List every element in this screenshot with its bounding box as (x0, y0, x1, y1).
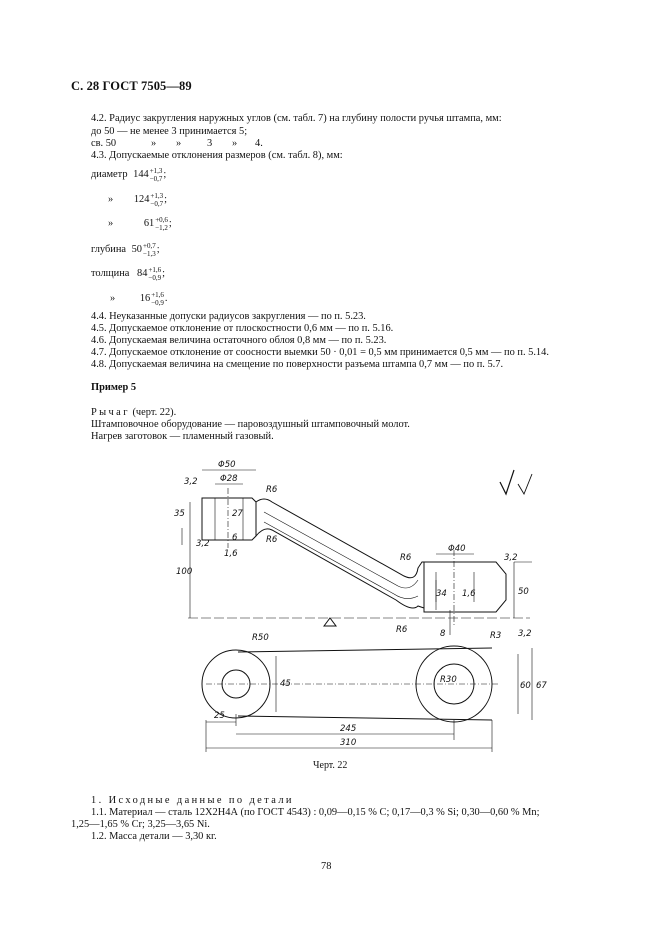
figure-caption: Черт. 22 (313, 760, 348, 771)
dim-r6: R6 (266, 535, 278, 545)
para-4-2-row3-e: » (232, 138, 238, 149)
tolerance-label: » (108, 218, 114, 229)
tolerance-nominal: 50 (131, 244, 142, 255)
surface-finish-mark (518, 474, 532, 494)
tolerance-label: » (108, 194, 114, 205)
dim-d50: Φ50 (218, 460, 236, 470)
para-4-2-row3-d: 3 (207, 138, 213, 149)
example-equipment: Штамповочное оборудование — паровоздушный штамповочный молот. (91, 419, 410, 430)
tolerance-label: глубина (91, 244, 126, 255)
dim-6: 6 (232, 533, 238, 543)
base-mark (324, 618, 336, 626)
dim-r30: R30 (440, 675, 457, 685)
plan-edge-top (238, 648, 492, 652)
para-4-3-intro: 4.3. Допускаемые отклонения размеров (см. табл. 8), мм: (91, 150, 343, 161)
tolerance-item (110, 291, 168, 307)
tolerance-lower: −0,9 (148, 274, 162, 282)
dim-310: 310 (340, 738, 357, 748)
section-1-mass: 1.2. Масса детали — 3,30 кг. (91, 831, 217, 842)
dim-8: 8 (440, 629, 446, 639)
dim-r6: R6 (400, 553, 412, 563)
tolerance-label: » (110, 293, 116, 304)
dim-100: 100 (176, 567, 193, 577)
tolerance-label: толщина (91, 268, 130, 279)
tolerance-lower: −1,2 (155, 224, 168, 232)
para-4-6: 4.6. Допускаемая величина остаточного облоя 0,8 мм — по п. 5.23. (91, 335, 387, 346)
roughness-3-2: 3,2 (196, 539, 210, 549)
surface-finish-mark (500, 470, 514, 494)
dim-35: 35 (174, 509, 185, 519)
dim-r6: R6 (266, 485, 278, 495)
tolerance-suffix: ; (164, 194, 167, 205)
tolerance-item (91, 242, 160, 258)
arm-upper-edge (256, 499, 424, 578)
tolerance-lower: −1,3 (143, 250, 156, 258)
tolerance-suffix: ; (156, 244, 160, 255)
page-number: 78 (321, 861, 332, 872)
tolerance-upper: +1,6 (151, 291, 164, 299)
dim-34: 34 (436, 589, 447, 599)
dim-d40: Φ40 (448, 544, 466, 554)
tolerance-upper: +1,3 (150, 192, 164, 200)
tolerance-suffix: ; (168, 218, 172, 229)
lever-drawing (160, 450, 560, 760)
tolerance-upper: +1,6 (148, 266, 162, 274)
dim-60: 60 (520, 681, 531, 691)
dim-50: 50 (518, 587, 529, 597)
tolerance-upper: +0,7 (143, 242, 156, 250)
tolerance-item (91, 167, 166, 183)
left-boss-outline (202, 498, 256, 540)
tolerance-nominal: 144 (133, 169, 149, 180)
para-4-2-line2: до 50 — не менее 3 принимается 5; (91, 126, 248, 137)
dim-r50: R50 (252, 633, 269, 643)
dim-45: 45 (280, 679, 291, 689)
dim-67: 67 (536, 681, 547, 691)
dim-r3: R3 (490, 631, 502, 641)
dim-1-6: 1,6 (224, 549, 238, 559)
tolerance-upper: +0,6 (155, 216, 168, 224)
tolerance-upper: +1,3 (149, 167, 163, 175)
section-1-material-1: 1.1. Материал — сталь 12Х2Н4А (по ГОСТ 4543) : 0,09—0,15 % С; 0,17—0,3 % Si; 0,30—0,60 % Mn; (91, 807, 540, 818)
dim-1-6: 1,6 (462, 589, 476, 599)
tolerance-lower: −0,9 (151, 299, 164, 307)
roughness-3-2: 3,2 (504, 553, 518, 563)
para-4-2-row3-b: » (151, 138, 157, 149)
tolerance-label: диаметр (91, 169, 128, 180)
para-4-2-line1: 4.2. Радиус закругления наружных углов (см. табл. 7) на глубину полости ручья штампа, мм: (91, 113, 502, 124)
para-4-7: 4.7. Допускаемое отклонение от соосности выемки 50 · 0,01 = 0,5 мм принимается 0,5 мм — по п. 5.14. (91, 347, 549, 358)
example-heating: Нагрев заготовок — пламенный газовый. (91, 431, 274, 442)
arm-web-line (264, 512, 418, 588)
part-ref: (черт. 22). (129, 407, 177, 418)
roughness-3-2: 3,2 (184, 477, 198, 487)
tolerance-item (91, 266, 165, 282)
tolerance-item (108, 216, 172, 232)
plan-edge-bottom (238, 716, 492, 720)
tolerance-nominal: 124 (133, 194, 150, 205)
para-4-2-row3-f: 4. (255, 138, 263, 149)
tolerance-nominal: 61 (143, 218, 155, 229)
para-4-8: 4.8. Допускаемая величина на смещение по поверхности разъема штампа 0,7 мм — по п. 5.7. (91, 359, 504, 370)
section-1-title: 1. Исходные данные по детали (91, 795, 294, 806)
roughness-3-2: 3,2 (518, 629, 532, 639)
dim-25: 25 (214, 711, 225, 721)
tolerance-nominal: 84 (137, 268, 148, 279)
dim-245: 245 (340, 724, 357, 734)
example-title: Пример 5 (91, 382, 137, 393)
tolerance-suffix: . (164, 293, 168, 304)
tolerance-suffix: ; (162, 268, 165, 279)
arm-lower-edge (256, 529, 424, 608)
tolerance-lower: −0,7 (149, 175, 163, 183)
tolerance-suffix: ; (163, 169, 167, 180)
para-4-5: 4.5. Допускаемое отклонение от плоскостности 0,6 мм — по п. 5.16. (91, 323, 394, 334)
para-4-2-row3-a: св. 50 (91, 138, 117, 149)
part-name: Рычаг (91, 407, 130, 418)
dim-r6: R6 (396, 625, 408, 635)
tolerance-nominal: 16 (139, 293, 151, 304)
para-4-2-row3-c: » (176, 138, 182, 149)
section-1-material-2: 1,25—1,65 % Cr; 3,25—3,65 Ni. (71, 819, 210, 830)
arm-web-line (264, 522, 418, 599)
tolerance-item (108, 192, 167, 208)
tolerance-lower: −0,7 (150, 200, 164, 208)
dim-d28: Φ28 (220, 474, 238, 484)
para-4-4: 4.4. Неуказанные допуски радиусов закругления — по п. 5.23. (91, 311, 366, 322)
dim-27: 27 (232, 509, 243, 519)
page-header: С. 28 ГОСТ 7505—89 (71, 79, 192, 93)
